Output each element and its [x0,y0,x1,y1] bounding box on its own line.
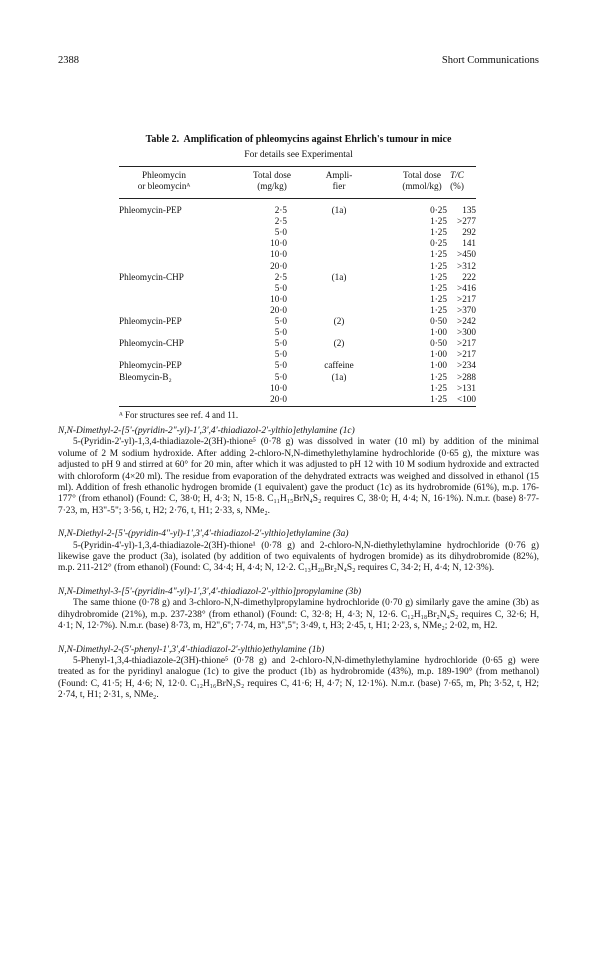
table-row [119,383,476,394]
cell-dose-mg: 5·0 [274,360,287,371]
cell-dose-mg: 20·0 [270,304,287,315]
header-line: or bleomycinᴬ [137,181,191,191]
cell-dose-mg: 10·0 [270,249,287,260]
cell-tc: >450 [457,249,476,260]
experimental-text [58,426,539,702]
cell-compound: Phleomycin-PEP [119,316,182,326]
cell-tc: >131 [457,382,476,393]
cell-dose-mmol: 1·25 [430,282,447,293]
section-body: 5-Phenyl-1,3,4-thiadiazole-2(3H)-thione⁵ (0·78 g) and 2-chloro-N,N-dimethylethylamine hydrochloride (0·65 g) were treated as for the pyridinyl analogue (1c) to give the product (1b) as hydrobromide (43%), m.p. 189-190° (from methanol) (Found: C, 41·5; H, 4·6; N, 12·0. C₁₂H₁₆BrN₃S₂ requires C, 41·6; H, 4·7; N, 12·1%). N.m.r. (base) 7·65, m, Ph; 3·52, t, H2; 2·74, t, H1; 2·31, s, NMe₂. [58,655,539,701]
cell-amplifier: (2) [333,338,345,349]
cell-dose-mg: 5·0 [274,338,287,349]
cell-dose-mmol: 1·25 [430,249,447,260]
table-title: Amplification of phleomycins against Ehrlich's tumour in mice [183,134,452,145]
cell-dose-mg: 5·0 [274,316,287,326]
table-top-rule [119,166,476,167]
cell-compound: Bleomycin-B₂ [119,371,172,382]
table-row [119,272,476,283]
header-line: Phleomycin [142,170,186,180]
cell-tc: >416 [457,282,476,293]
table-row [119,316,476,327]
cell-amplifier: (2) [333,316,345,326]
cell-dose-mg: 2·5 [274,271,287,282]
table-row [119,227,476,238]
cell-dose-mmol: 1·25 [430,260,447,271]
cell-tc: >370 [457,304,476,315]
cell-dose-mg: 5·0 [274,282,287,293]
table-row [119,249,476,260]
cell-dose-mmol: 0·50 [430,338,447,349]
table-row [119,294,476,305]
table-row [119,360,476,371]
cell-tc: >288 [457,371,476,382]
table-bottom-rule [119,406,476,407]
cell-dose-mmol: 1·00 [430,327,447,338]
journal-section-title: Short Communications [441,55,539,66]
cell-tc: 222 [462,271,476,282]
cell-dose-mg: 10·0 [270,293,287,304]
table-row [119,394,476,405]
table-row [119,305,476,316]
cell-tc: >217 [457,293,476,304]
cell-dose-mg: 2·5 [274,216,287,227]
cell-dose-mmol: 1·25 [430,304,447,315]
cell-tc: >234 [457,360,476,371]
header-line: fier [332,181,346,191]
table-row [119,372,476,383]
cell-dose-mg: 5·0 [274,327,287,338]
section-body: 5-(Pyridin-2'-yl)-1,3,4-thiadiazole-2(3H)-thione⁵ (0·78 g) was dissolved in water (10 ml) by addition of the minimal volume of 2 M sodium hydroxide. After adding 2-chloro-N,N-dimethylethylamine hydrochloride (0·65 g), the mixture was adjusted to pH 9 and stirred at 60° for 20 min, after which it was adjusted to pH 12 with 10 M sodium hydroxide and extracted with chloroform (4×20 ml). The residue from evaporation of the dehydrated extracts was weighed and dissolved in ethanol (15 ml). Addition of fresh ethanolic hydrogen bromide (1 equivalent) gave the product (1c) as its hydrobromide (61%), m.p. 176-177° (from ethanol) (Found: C, 38·0; H, 4·3; N, 15·8. C₁₁H₁₅BrN₄S₂ requires C, 38·0; H, 4·4; N, 16·1%). N.m.r. (base) 8·77-7·23, m, H3"-5"; 3·56, t, H2; 2·76, t, H1; 2·33, s, NMe₂. [58,437,539,516]
cell-tc: 141 [462,238,476,249]
table-row [119,349,476,360]
cell-dose-mg: 10·0 [270,382,287,393]
section-heading: N,N-Dimethyl-2-(5'-phenyl-1',3',4'-thiadiazol-2'-ylthio)ethylamine (1b) [58,644,325,655]
table-header-rule [119,198,476,199]
cell-dose-mmol: 1·25 [430,371,447,382]
cell-dose-mmol: 1·25 [430,293,447,304]
header-line: Ampli- [325,170,353,180]
cell-dose-mmol: 0·25 [430,238,447,249]
cell-dose-mmol: 1·25 [430,216,447,227]
header-cell-amplifier [304,170,374,192]
cell-dose-mmol: 1·25 [430,271,447,282]
section-heading: N,N-Diethyl-2-[5'-(pyridin-4"-yl)-1',3',4'-thiadiazol-2'-ylthio]ethylamine (3a) [58,529,349,540]
cell-compound: Phleomycin-PEP [119,360,182,371]
cell-dose-mg: 20·0 [270,260,287,271]
table-subtitle: For details see Experimental [244,150,353,160]
cell-compound: Phleomycin-PEP [119,205,182,215]
cell-tc: >312 [457,260,476,271]
table-row [119,216,476,227]
table-row [119,238,476,249]
cell-dose-mmol: 1·25 [430,382,447,393]
cell-tc: >242 [457,316,476,326]
cell-compound: Phleomycin-CHP [119,271,184,282]
cell-tc: 292 [462,227,476,238]
cell-dose-mg: 10·0 [270,238,287,249]
table-row [119,283,476,294]
cell-amplifier: (1a) [331,205,347,215]
section-heading: N,N-Dimethyl-2-[5'-(pyridin-2"-yl)-1',3',4'-thiadiazol-2'-ylthio]ethylamine (1c) [58,426,355,436]
cell-compound: Phleomycin-CHP [119,338,184,349]
page-number: 2388 [58,55,79,66]
header-cell-tc [438,170,476,192]
cell-amplifier: (1a) [331,371,347,382]
cell-dose-mmol: 1·25 [430,227,447,238]
cell-amplifier: (1a) [331,271,347,282]
header-line: Total dose [253,170,291,180]
table-footnote: ᴬ For structures see ref. 4 and 11. [119,410,239,420]
header-line: (mmol/kg) [402,181,442,191]
cell-dose-mmol: 1·00 [430,349,447,360]
table-row [119,261,476,272]
header-line: Total dose [403,170,441,180]
cell-dose-mmol: 0·25 [430,205,447,215]
cell-dose-mmol: 1·25 [430,393,447,404]
cell-dose-mg: 5·0 [274,349,287,360]
table-header-row [119,170,476,194]
cell-dose-mg: 2·5 [274,205,287,215]
section-body: The same thione (0·78 g) and 3-chloro-N,N-dimethylpropylamine hydrochloride (0·70 g) similarly gave the amine (3b) as dihydrobromide (21%), m.p. 237-238° (from ethanol) (Found: C, 32·8; H, 4·3; N, 12·6. C₁₂H₁₈Br₂N₄S₂ requires C, 32·6; H, 4·1; N, 12·7%). N.m.r. (base) 8·73, m, H2",6"; 7·74, m, H3",5"; 3·49, t, H3; 2·45, t, H1; 2·23, s, NMe₂; 2·02, m, H2. [58,598,539,632]
cell-dose-mmol: 0·50 [430,316,447,326]
header-line: (mg/kg) [257,181,287,191]
cell-dose-mmol: 1·00 [430,360,447,371]
table-row [119,338,476,349]
cell-tc: >277 [457,216,476,227]
cell-dose-mg: 20·0 [270,393,287,404]
cell-dose-mg: 5·0 [274,227,287,238]
table-row [119,205,476,216]
cell-tc: <100 [457,393,476,404]
cell-dose-mg: 5·0 [274,371,287,382]
header-line: (%) [450,181,464,191]
table-label: Table 2. [145,134,180,145]
cell-tc: >217 [457,349,476,360]
table-caption [0,134,597,145]
table-row [119,327,476,338]
section-body: 5-(Pyridin-4'-yl)-1,3,4-thiadiazole-2(3H)-thione¹ (0·78 g) and 2-chloro-N,N-diethylethylamine hydrochloride (0·76 g) likewise gave the product (3a), isolated (by addition of two equivalents of hydrogen bromide) as its dihydrobromide (82%), m.p. 211-212° (from ethanol) (Found: C, 34·4; H, 4·4; N, 12·2. C₁₃H₂₀Br₂N₄S₂ requires C, 34·2; H, 4·4; N, 12·3%). [58,540,539,574]
cell-amplifier: caffeine [324,360,354,371]
cell-tc: >217 [457,338,476,349]
cell-tc: >300 [457,327,476,338]
section-heading: N,N-Dimethyl-3-[5'-(pyridin-4"-yl)-1',3',4'-thiadiazol-2'-ylthio]propylamine (3b) [58,586,362,597]
header-cell-compound [119,170,209,192]
header-line: T/C [450,170,464,180]
cell-tc: 135 [462,205,476,215]
